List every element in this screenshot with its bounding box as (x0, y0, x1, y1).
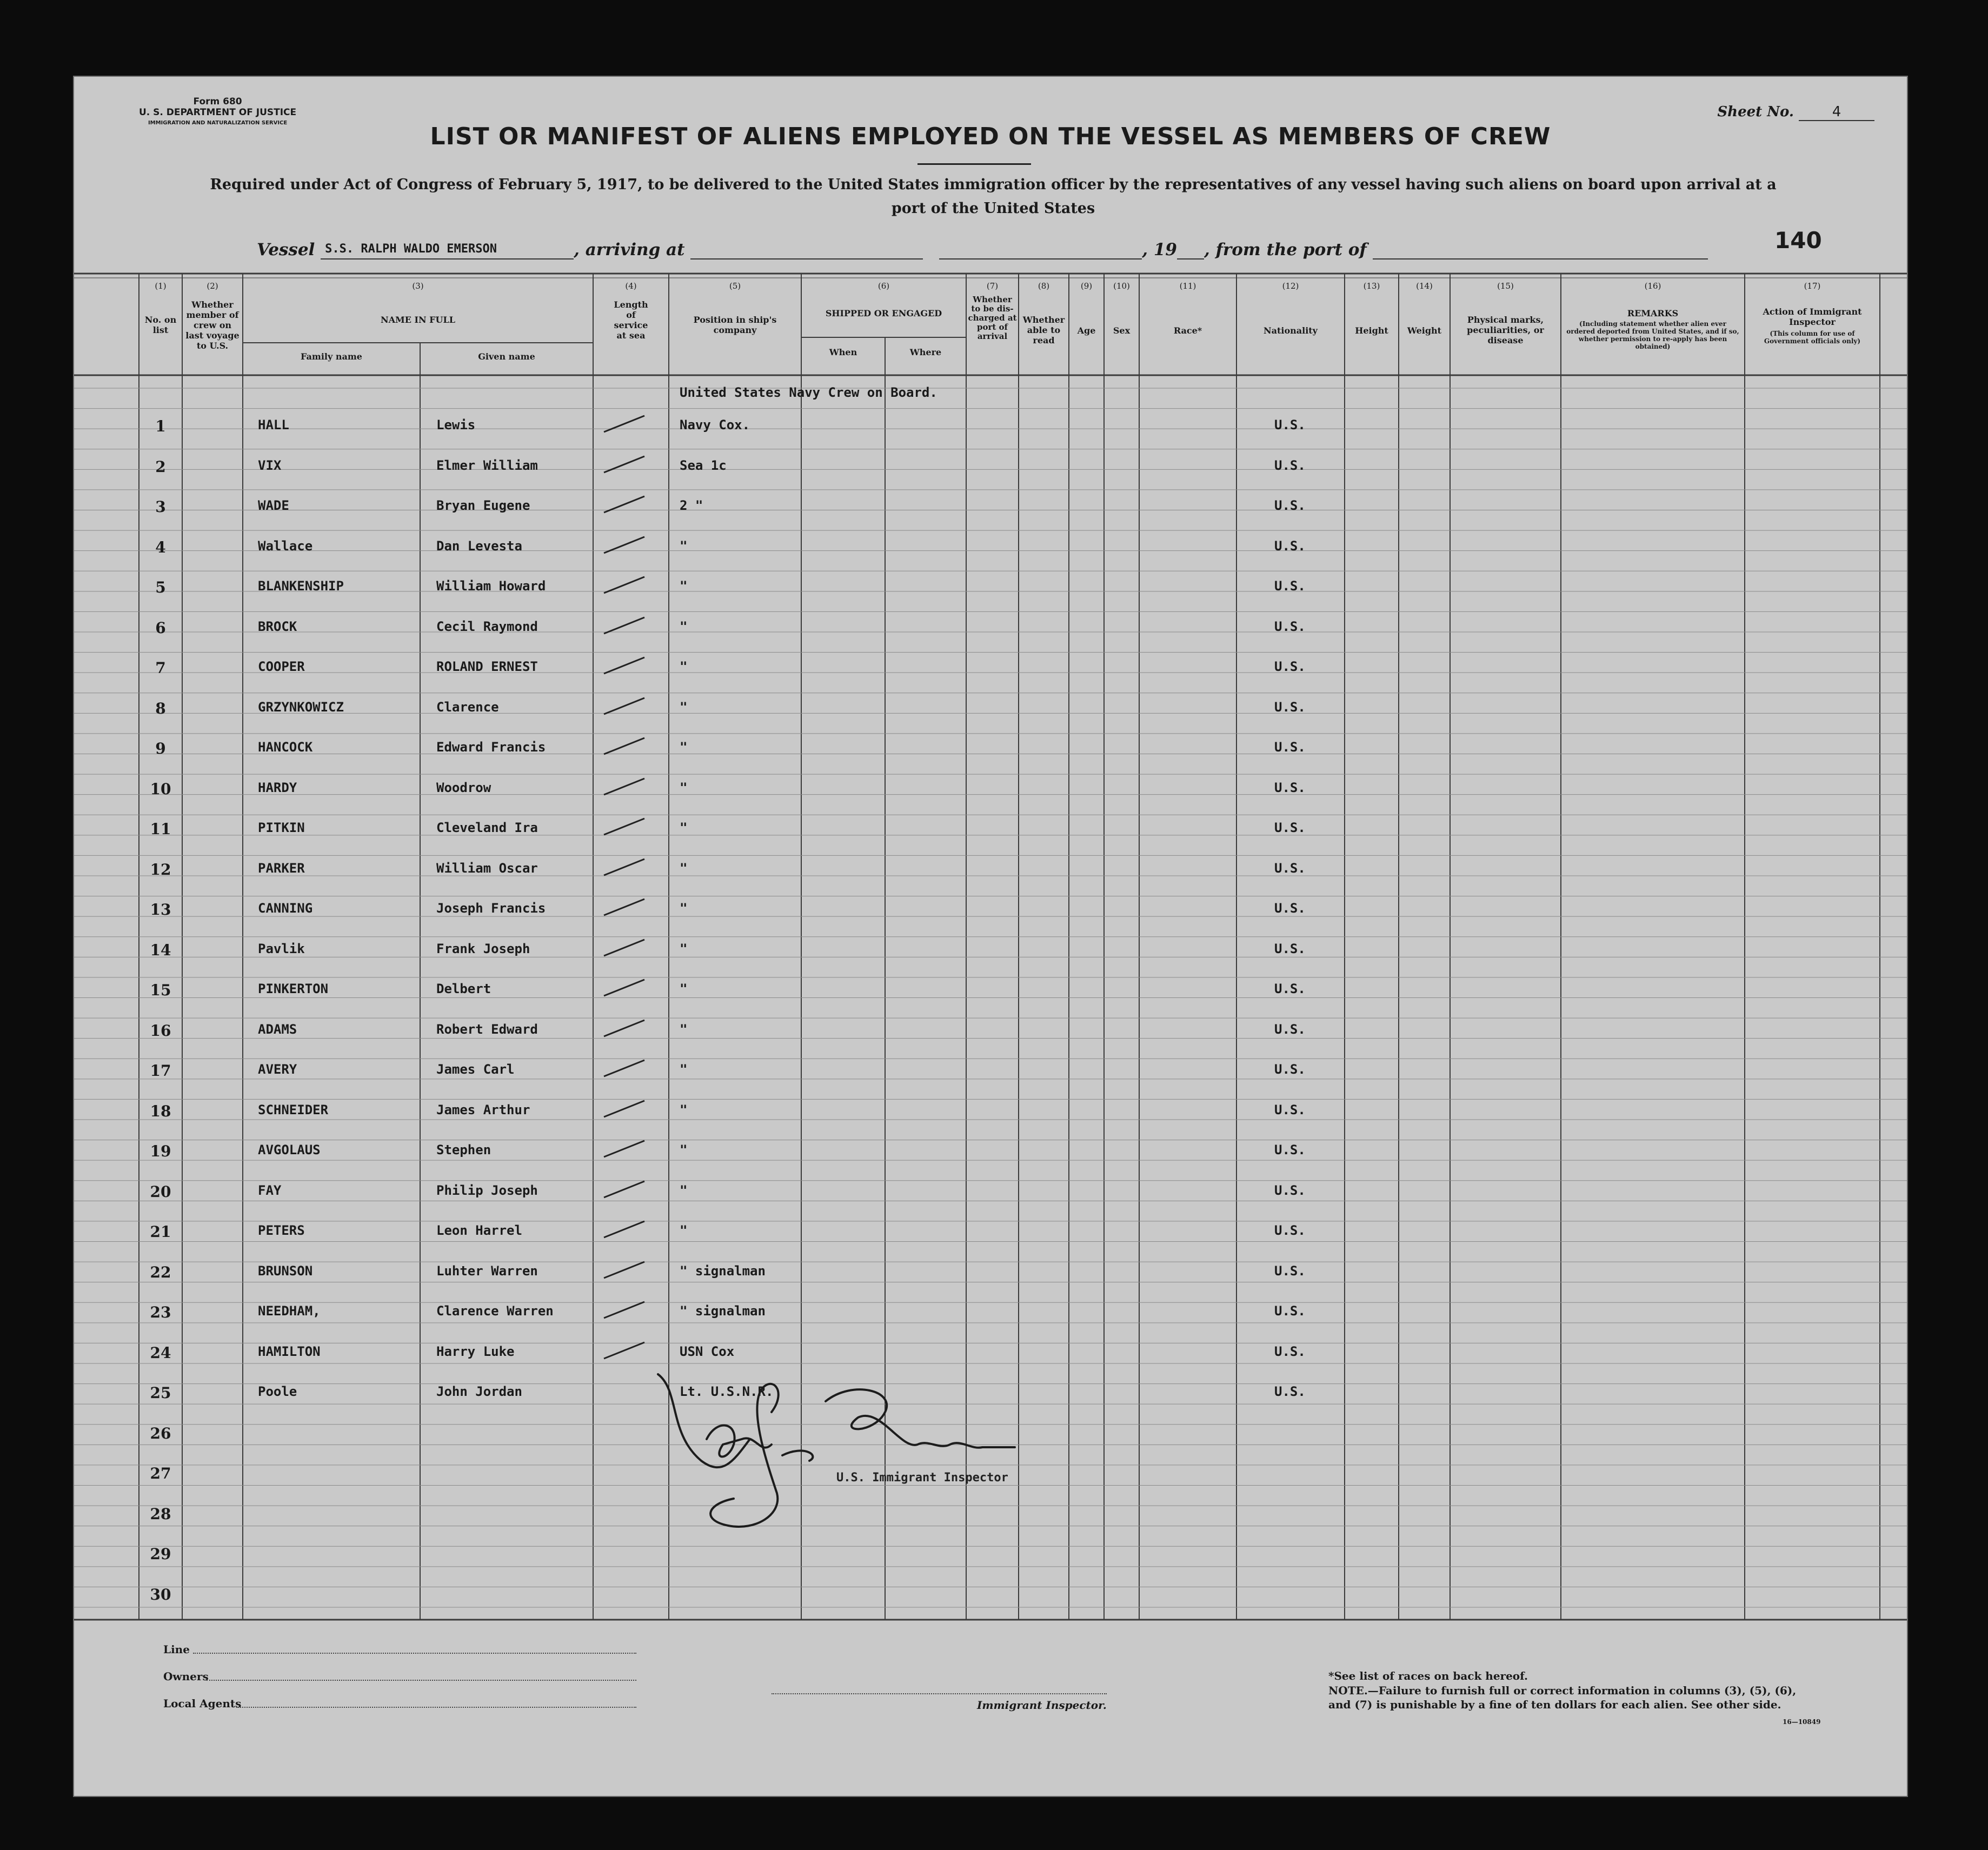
position: " signalman (680, 1263, 766, 1279)
position: " (680, 860, 688, 876)
nationality: U.S. (1274, 457, 1306, 473)
family-name: SCHNEIDER (258, 1102, 329, 1117)
column-number: (9) (1080, 281, 1093, 291)
row-number: 20 (150, 1182, 171, 1201)
column-header-when: When (829, 347, 857, 357)
form-number: Form 680 (193, 96, 242, 107)
column-header-sex: Sex (1113, 325, 1131, 336)
nationality: U.S. (1274, 1303, 1306, 1319)
given-name: Woodrow (436, 780, 491, 795)
family-name: Wallace (258, 538, 313, 554)
family-name: AVGOLAUS (258, 1142, 321, 1157)
column-header-shipped-or-engaged: SHIPPED OR ENGAGED (825, 308, 942, 318)
nationality: U.S. (1274, 417, 1306, 432)
family-name: Pavlik (258, 941, 305, 956)
column-number: (13) (1363, 281, 1380, 291)
nationality: U.S. (1274, 860, 1306, 876)
position: 2 " (680, 498, 703, 513)
service-check-mark (601, 1017, 650, 1039)
year-label: , 19 (1142, 240, 1177, 259)
row-number: 14 (150, 941, 171, 959)
given-name: Lewis (436, 417, 476, 432)
family-name: NEEDHAM, (258, 1303, 321, 1319)
service-check-mark (601, 1098, 650, 1120)
nationality: U.S. (1274, 820, 1306, 835)
family-name: PETERS (258, 1223, 305, 1238)
service-check-mark (601, 977, 650, 999)
nationality: U.S. (1274, 498, 1306, 513)
given-name: Luhter Warren (436, 1263, 538, 1279)
row-number: 16 (150, 1021, 171, 1040)
row-number: 22 (150, 1263, 171, 1281)
service-check-mark (601, 454, 650, 475)
service-check-mark (601, 816, 650, 837)
row-number: 15 (150, 981, 171, 999)
column-number: (5) (729, 281, 741, 291)
service-check-mark (601, 1138, 650, 1160)
row-number: 11 (150, 820, 171, 838)
given-name: Stephen (436, 1142, 491, 1157)
given-name: Dan Levesta (436, 538, 522, 554)
family-name: HANCOCK (258, 740, 313, 755)
position: " (680, 618, 688, 634)
row-number: 5 (155, 578, 166, 596)
row-number: 30 (150, 1585, 171, 1603)
position: USN Cox (680, 1343, 735, 1359)
races-note: *See list of races on back hereof. (1328, 1669, 1528, 1682)
nationality: U.S. (1274, 1182, 1306, 1198)
family-name: BLANKENSHIP (258, 578, 344, 594)
service-check-mark (601, 1259, 650, 1281)
row-number: 3 (155, 498, 166, 516)
given-name: Harry Luke (436, 1343, 515, 1359)
owners-field (207, 1680, 636, 1681)
immigrant-inspector-label: Immigrant Inspector. (977, 1699, 1107, 1712)
service-check-mark (601, 937, 650, 959)
nationality: U.S. (1274, 699, 1306, 715)
service-check-mark (601, 574, 650, 596)
page-title: LIST OR MANIFEST OF ALIENS EMPLOYED ON THE VESSEL AS MEMBERS OF CREW (430, 123, 1551, 150)
local-agents-field (236, 1707, 636, 1708)
column-number: (2) (207, 281, 218, 291)
row-number: 6 (155, 618, 166, 637)
position: " (680, 1062, 688, 1077)
from-port-label: , from the port of (1204, 240, 1367, 259)
nationality: U.S. (1274, 1343, 1306, 1359)
row-number: 1 (155, 417, 166, 435)
service-check-mark (601, 776, 650, 797)
column-header-inspector-detail: (This column for use of Government officials only) (1764, 330, 1861, 345)
column-number: (11) (1179, 281, 1196, 291)
row-number: 19 (150, 1142, 171, 1160)
column-number: (14) (1416, 281, 1433, 291)
position: Sea 1c (680, 457, 727, 473)
family-name: HALL (258, 417, 289, 432)
vessel-label: Vessel (257, 240, 315, 259)
position: " signalman (680, 1303, 766, 1319)
column-number: (8) (1038, 281, 1050, 291)
line-field (193, 1653, 636, 1654)
column-header-position: Position in ship's company (693, 315, 777, 335)
given-name: John Jordan (436, 1384, 522, 1399)
given-name: Bryan Eugene (436, 498, 530, 513)
position: " (680, 1223, 688, 1238)
column-header-height: Height (1355, 325, 1388, 336)
column-header-inspector-action: Action of Immigrant Inspector (1763, 307, 1862, 327)
nationality: U.S. (1274, 941, 1306, 956)
nationality: U.S. (1274, 780, 1306, 795)
position: " (680, 659, 688, 674)
given-name: William Oscar (436, 860, 538, 876)
position: " (680, 740, 688, 755)
given-name: Edward Francis (436, 740, 546, 755)
position: " (680, 981, 688, 996)
position: Lt. U.S.N.R. (680, 1384, 774, 1399)
row-number: 8 (155, 699, 166, 717)
family-name: HARDY (258, 780, 297, 795)
row-number: 9 (155, 740, 166, 757)
nationality: U.S. (1274, 618, 1306, 634)
vessel-name-field: S.S. RALPH WALDO EMERSON (321, 242, 574, 259)
service-check-mark (601, 695, 650, 717)
position: " (680, 901, 688, 916)
reference-number: 140 (1774, 227, 1822, 254)
column-header-given-name: Given name (478, 351, 535, 362)
given-name: Clarence Warren (436, 1303, 554, 1319)
column-number: (17) (1804, 281, 1821, 291)
nationality: U.S. (1274, 1062, 1306, 1077)
column-header-age: Age (1077, 325, 1096, 336)
row-number: 27 (150, 1465, 171, 1482)
nationality: U.S. (1274, 901, 1306, 916)
column-header-discharged: Whether to be dis-charged at port of arrival (968, 295, 1017, 341)
column-header-length-of-service: Length of service at sea (614, 300, 648, 341)
nationality: U.S. (1274, 659, 1306, 674)
given-name: Cecil Raymond (436, 618, 538, 634)
given-name: Leon Harrel (436, 1223, 522, 1238)
position: " (680, 780, 688, 795)
column-number: (7) (986, 281, 999, 291)
crew-note: United States Navy Crew on Board. (680, 385, 938, 400)
given-name: Clarence (436, 699, 499, 715)
nationality: U.S. (1274, 1102, 1306, 1117)
column-header-physical-marks: Physical marks, peculiarities, or disease (1467, 315, 1544, 345)
row-number: 4 (155, 538, 166, 556)
column-header-weight: Weight (1407, 325, 1442, 336)
row-number: 17 (150, 1062, 171, 1080)
given-name: Philip Joseph (436, 1182, 538, 1198)
family-name: BRUNSON (258, 1263, 313, 1279)
column-number: (16) (1644, 281, 1661, 291)
column-header-name-in-full: NAME IN FULL (380, 315, 455, 325)
position: " (680, 820, 688, 835)
nationality: U.S. (1274, 740, 1306, 755)
service-name: IMMIGRATION AND NATURALIZATION SERVICE (148, 120, 288, 126)
position: " (680, 1102, 688, 1117)
position: " (680, 1142, 688, 1157)
service-check-mark (601, 735, 650, 757)
nationality: U.S. (1274, 1142, 1306, 1157)
position: " (680, 1021, 688, 1037)
row-number: 21 (150, 1223, 171, 1241)
position: " (680, 1182, 688, 1198)
position: " (680, 578, 688, 594)
nationality: U.S. (1274, 981, 1306, 996)
family-name: FAY (258, 1182, 282, 1198)
nationality: U.S. (1274, 1021, 1306, 1037)
given-name: Robert Edward (436, 1021, 538, 1037)
sheet-number-value: 4 (1799, 104, 1874, 121)
given-name: Frank Joseph (436, 941, 530, 956)
nationality: U.S. (1274, 1384, 1306, 1399)
family-name: HAMILTON (258, 1343, 321, 1359)
row-number: 13 (150, 901, 171, 919)
row-number: 12 (150, 860, 171, 879)
family-name: PARKER (258, 860, 305, 876)
service-check-mark (601, 1340, 650, 1361)
row-number: 24 (150, 1343, 171, 1362)
immigrant-inspector-line (772, 1693, 1107, 1694)
position: " (680, 699, 688, 715)
manifest-sheet (73, 76, 1908, 1797)
row-number: 18 (150, 1102, 171, 1120)
column-number: (1) (155, 281, 167, 291)
row-number: 23 (150, 1303, 171, 1321)
page-subtitle: Required under Act of Congress of February 5, 1917, to be delivered to the United States immigration officer by the representatives of any vessel having such aliens on board upon arrival at a port of the United States (210, 176, 1777, 217)
owners-label: Owners (163, 1670, 209, 1683)
service-check-mark (601, 615, 650, 636)
column-number: (4) (625, 281, 637, 291)
family-name: WADE (258, 498, 289, 513)
family-name: PINKERTON (258, 981, 329, 996)
nationality: U.S. (1274, 538, 1306, 554)
column-number: (10) (1113, 281, 1130, 291)
service-check-mark (601, 856, 650, 878)
column-number: (12) (1282, 281, 1299, 291)
column-header-where: Where (909, 347, 942, 357)
given-name: Joseph Francis (436, 901, 546, 916)
department-name: U. S. DEPARTMENT OF JUSTICE (139, 107, 297, 118)
inspector-signature (647, 1353, 1069, 1591)
family-name: ADAMS (258, 1021, 297, 1037)
column-number: (6) (877, 281, 890, 291)
column-header-last-voyage: Whether member of crew on last voyage to U.S. (185, 300, 240, 351)
column-header-able-to-read: Whether able to read (1022, 315, 1065, 345)
sheet-number-label: Sheet No. (1717, 104, 1794, 120)
row-number: 29 (150, 1545, 171, 1563)
family-name: VIX (258, 457, 282, 473)
column-header-remarks: REMARKS (1627, 308, 1679, 318)
row-number: 28 (150, 1505, 171, 1523)
given-name: ROLAND ERNEST (436, 659, 538, 674)
nationality: U.S. (1274, 578, 1306, 594)
nationality: U.S. (1274, 1263, 1306, 1279)
arriving-label: , arriving at (574, 240, 685, 259)
line-label: Line (163, 1643, 190, 1656)
family-name: PITKIN (258, 820, 305, 835)
service-check-mark (601, 655, 650, 676)
given-name: William Howard (436, 578, 546, 594)
given-name: Delbert (436, 981, 491, 996)
service-check-mark (601, 1299, 650, 1321)
service-check-mark (601, 494, 650, 515)
family-name: AVERY (258, 1062, 297, 1077)
nationality: U.S. (1274, 1223, 1306, 1238)
family-name: CANNING (258, 901, 313, 916)
position: " (680, 538, 688, 554)
row-number: 26 (150, 1424, 171, 1442)
column-header-remarks-detail: (Including statement whether alien ever ordered deported from United States, and if so, whether permission to re-apply has been obtained) (1566, 320, 1739, 350)
service-check-mark (601, 1179, 650, 1200)
position: " (680, 941, 688, 956)
column-number: (3) (412, 281, 424, 291)
local-agents-label: Local Agents (163, 1697, 242, 1710)
given-name: James Carl (436, 1062, 515, 1077)
column-header-nationality: Nationality (1264, 325, 1318, 336)
row-number: 25 (150, 1384, 171, 1402)
column-number: (15) (1497, 281, 1514, 291)
given-name: Elmer William (436, 457, 538, 473)
family-name: GRZYNKOWICZ (258, 699, 344, 715)
service-check-mark (601, 413, 650, 435)
service-check-mark (601, 534, 650, 556)
given-name: Cleveland Ira (436, 820, 538, 835)
service-check-mark (601, 896, 650, 918)
column-header-race: Race* (1173, 325, 1202, 336)
service-check-mark (601, 1219, 650, 1240)
signature-caption: U.S. Immigrant Inspector (836, 1471, 1008, 1485)
column-header-no-on-list: No. on list (144, 315, 177, 335)
row-number: 2 (155, 457, 166, 476)
given-name: James Arthur (436, 1102, 530, 1117)
print-code: 16—10849 (1783, 1718, 1821, 1726)
family-name: Poole (258, 1384, 297, 1399)
row-number: 10 (150, 780, 171, 798)
position: Navy Cox. (680, 417, 750, 432)
family-name: BROCK (258, 618, 297, 634)
row-number: 7 (155, 659, 166, 677)
family-name: COOPER (258, 659, 305, 674)
service-check-mark (601, 1057, 650, 1079)
penalty-note: NOTE.—Failure to furnish full or correct information in columns (3), (5), (6), and (7) is punishable by a fine of ten dollars for each alien. See other side. (1328, 1684, 1797, 1711)
column-header-family-name: Family name (301, 351, 362, 362)
